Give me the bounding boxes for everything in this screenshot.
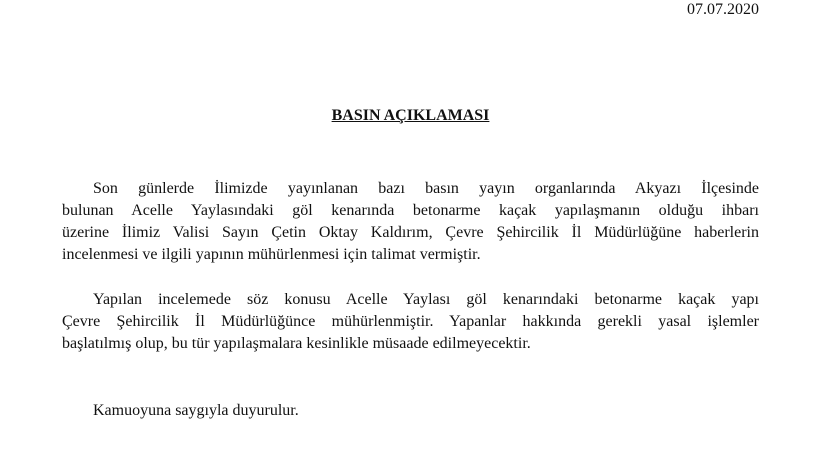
- paragraph-1-line-4: incelenmesi ve ilgili yapının mühürlenmesi için talimat vermiştir.: [62, 246, 481, 263]
- closing-statement: Kamuoyuna saygıyla duyurulur.: [93, 402, 299, 419]
- document-title: BASIN AÇIKLAMASI: [331, 107, 490, 124]
- paragraph-1: [62, 178, 759, 266]
- paragraph-1-line-2: bulunan Acelle Yaylasındaki göl kenarında betonarme kaçak yapılaşmanın olduğu ihbarı: [62, 202, 759, 219]
- paragraph-2-line-3: başlatılmış olup, bu tür yapılaşmalara kesinlikle müsaade edilmeyecektir.: [62, 335, 531, 352]
- paragraph-1-line-1: Son günlerde İlimizde yayınlanan bazı basın yayın organlarında Akyazı İlçesinde: [93, 180, 759, 197]
- paragraph-2-line-2: Çevre Şehircilik İl Müdürlüğünce mühürlenmiştir. Yapanlar hakkında gerekli yasal işlemler: [62, 313, 759, 330]
- paragraph-1-line-3: üzerine İlimiz Valisi Sayın Çetin Oktay Kaldırım, Çevre Şehircilik İl Müdürlüğüne haberlerin: [62, 224, 759, 241]
- paragraph-2-line-1: Yapılan incelemede söz konusu Acelle Yaylası göl kenarındaki betonarme kaçak yapı: [93, 291, 759, 308]
- document-date: 07.07.2020: [687, 1, 759, 18]
- paragraph-2: [62, 289, 759, 355]
